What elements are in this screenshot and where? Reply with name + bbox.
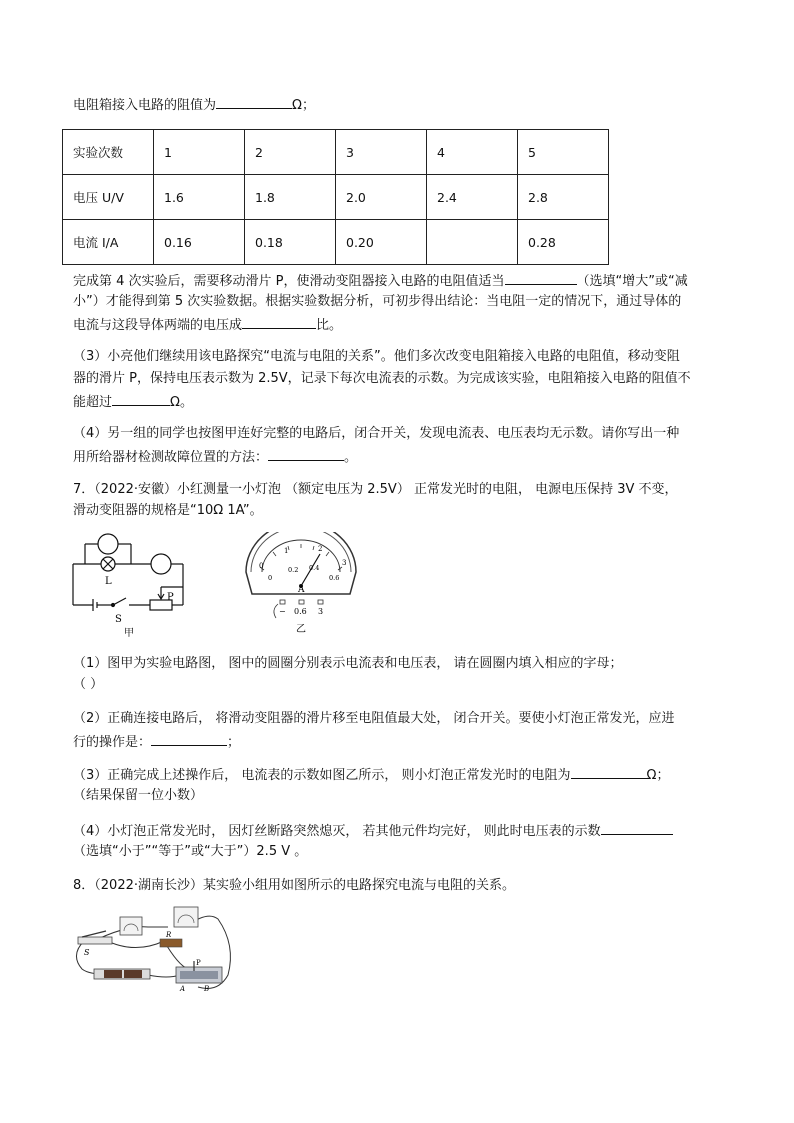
- part3-line1: （3）小亮他们继续用该电路探究“电流与电阻的关系”。他们多次改变电阻箱接入电路的电阻值，移动变阻: [73, 349, 680, 364]
- table-row: [63, 130, 609, 175]
- q7-part2-line2: 行的操作是： ；: [73, 731, 240, 753]
- label-L: L: [105, 576, 112, 587]
- label-R: R: [166, 931, 172, 939]
- table-cell: 0.20: [336, 220, 427, 265]
- answer-blank[interactable]: [151, 731, 227, 746]
- ammeter-svg: [238, 532, 364, 640]
- answer-blank[interactable]: [268, 446, 344, 461]
- outer-tick-2: 2: [318, 545, 323, 553]
- table-cell: 0.28: [518, 220, 609, 265]
- terminal-0-6: 0.6: [294, 607, 307, 616]
- label-A: A: [180, 985, 186, 993]
- q7-part4-line1: （4）小灯泡正常发光时， 因灯丝断路突然熄灭， 若其他元件均完好， 则此时电压表的示数: [73, 820, 673, 842]
- table-cell: 实验次数: [63, 130, 154, 175]
- table-cell: 4: [427, 130, 518, 175]
- terminal-3: 3: [318, 607, 324, 616]
- q7-part1-line2: （ ）: [73, 677, 104, 692]
- meter-circle-top[interactable]: [98, 534, 118, 554]
- circuit-diagram-svg: [68, 532, 198, 640]
- label-P: P: [167, 592, 174, 603]
- table-cell: 1.6: [154, 175, 245, 220]
- ammeter-figure-yi: [238, 532, 364, 644]
- table-cell: 电流 I/A: [63, 220, 154, 265]
- resistor-icon: [160, 939, 182, 947]
- outer-tick-3: 3: [342, 559, 347, 567]
- table-cell: 2.8: [518, 175, 609, 220]
- inner-tick-1: 0.2: [288, 566, 299, 574]
- part3-line2: 器的滑片 P，保持电压表示数为 2.5V，记录下每次电流表的示数。为完成该实验，电阻箱接入电路的阻值不: [73, 371, 691, 386]
- step4-question-line1: 完成第 4 次实验后，需要移动滑片 P，使滑动变阻器接入电路的电阻值适当 （选填“增大”或“减: [73, 270, 688, 292]
- table-cell: 3: [336, 130, 427, 175]
- table-cell: [427, 220, 518, 265]
- unit-label: A: [298, 585, 305, 595]
- figure-caption-jia: 甲: [124, 628, 134, 639]
- part4-line2: 用所给器材检测故障位置的方法： 。: [73, 446, 357, 468]
- q7-part3-line2: （结果保留一位小数）: [73, 788, 204, 803]
- table-cell: 0.18: [245, 220, 336, 265]
- table-cell: 2: [245, 130, 336, 175]
- table-row: [63, 175, 609, 220]
- answer-blank[interactable]: [571, 764, 647, 779]
- outer-tick-1: 1: [284, 547, 289, 555]
- resistor-value-question: 电阻箱接入电路的阻值为 Ω；: [73, 94, 315, 116]
- table-cell: 0.16: [154, 220, 245, 265]
- table-cell: 2.4: [427, 175, 518, 220]
- table-cell: 1.8: [245, 175, 336, 220]
- ammeter-icon: [120, 917, 142, 935]
- part3-line3: 能超过 Ω。: [73, 391, 193, 413]
- answer-blank[interactable]: [216, 94, 292, 109]
- terminal-negative: −: [279, 607, 286, 616]
- table-row: [63, 220, 609, 265]
- table-cell: 2.0: [336, 175, 427, 220]
- inner-tick-0: 0: [268, 574, 273, 582]
- q7-intro-line2: 滑动变阻器的规格是“10Ω 1A”。: [73, 503, 263, 518]
- apparatus-figure: [68, 905, 240, 1001]
- experiment-data-table: [62, 129, 609, 265]
- step4-question-line3: 电流与这段导体两端的电压成 比。: [73, 314, 342, 336]
- label-S: S: [115, 614, 122, 625]
- answer-blank[interactable]: [505, 270, 577, 285]
- q7-part4-line2: （选填“小于”“等于”或“大于”）2.5 V 。: [73, 844, 308, 859]
- step4-question-line2: 小”）才能得到第 5 次实验数据。根据实验数据分析，可初步得出结论：当电阻一定的情况下，通过导体的: [73, 294, 682, 309]
- meter-circle-right[interactable]: [151, 554, 171, 574]
- q7-part1-line1: （1）图甲为实验电路图， 图中的圆圈分别表示电流表和电压表， 请在圆圈内填入相应的字母；: [73, 656, 623, 671]
- table-cell: 电压 U/V: [63, 175, 154, 220]
- circuit-diagram-jia: [68, 532, 198, 644]
- label-B: B: [204, 985, 210, 993]
- apparatus-svg: [68, 905, 240, 997]
- q7-intro-line1: 7．（2022·安徽）小红测量一小灯泡 （额定电压为 2.5V） 正常发光时的电阻， 电源电压保持 3V 不变，: [73, 482, 678, 497]
- q8-intro: 8．（2022·湖南长沙）某实验小组用如图所示的电路探究电流与电阻的关系。: [73, 878, 515, 893]
- answer-blank[interactable]: [601, 820, 673, 835]
- inner-tick-2: 0.4: [309, 564, 320, 572]
- answer-blank[interactable]: [242, 314, 316, 329]
- outer-tick-0: 0: [259, 562, 264, 570]
- table-cell: 1: [154, 130, 245, 175]
- label-S: S: [84, 948, 90, 957]
- voltmeter-icon: [174, 907, 198, 927]
- inner-tick-3: 0.6: [329, 574, 340, 582]
- q7-part3-line1: （3）正确完成上述操作后， 电流表的示数如图乙所示， 则小灯泡正常发光时的电阻为 Ω；: [73, 764, 669, 786]
- answer-blank[interactable]: [112, 391, 170, 406]
- table-cell: 5: [518, 130, 609, 175]
- q7-part2-line1: （2）正确连接电路后， 将滑动变阻器的滑片移至电阻值最大处， 闭合开关。要使小灯泡正常发光，应进: [73, 711, 675, 726]
- figure-caption-yi: 乙: [296, 624, 306, 635]
- label-P: P: [196, 959, 201, 967]
- switch-icon: [78, 937, 112, 944]
- part4-line1: （4）另一组的同学也按图甲连好完整的电路后，闭合开关，发现电流表、电压表均无示数。请你写出一种: [73, 426, 680, 441]
